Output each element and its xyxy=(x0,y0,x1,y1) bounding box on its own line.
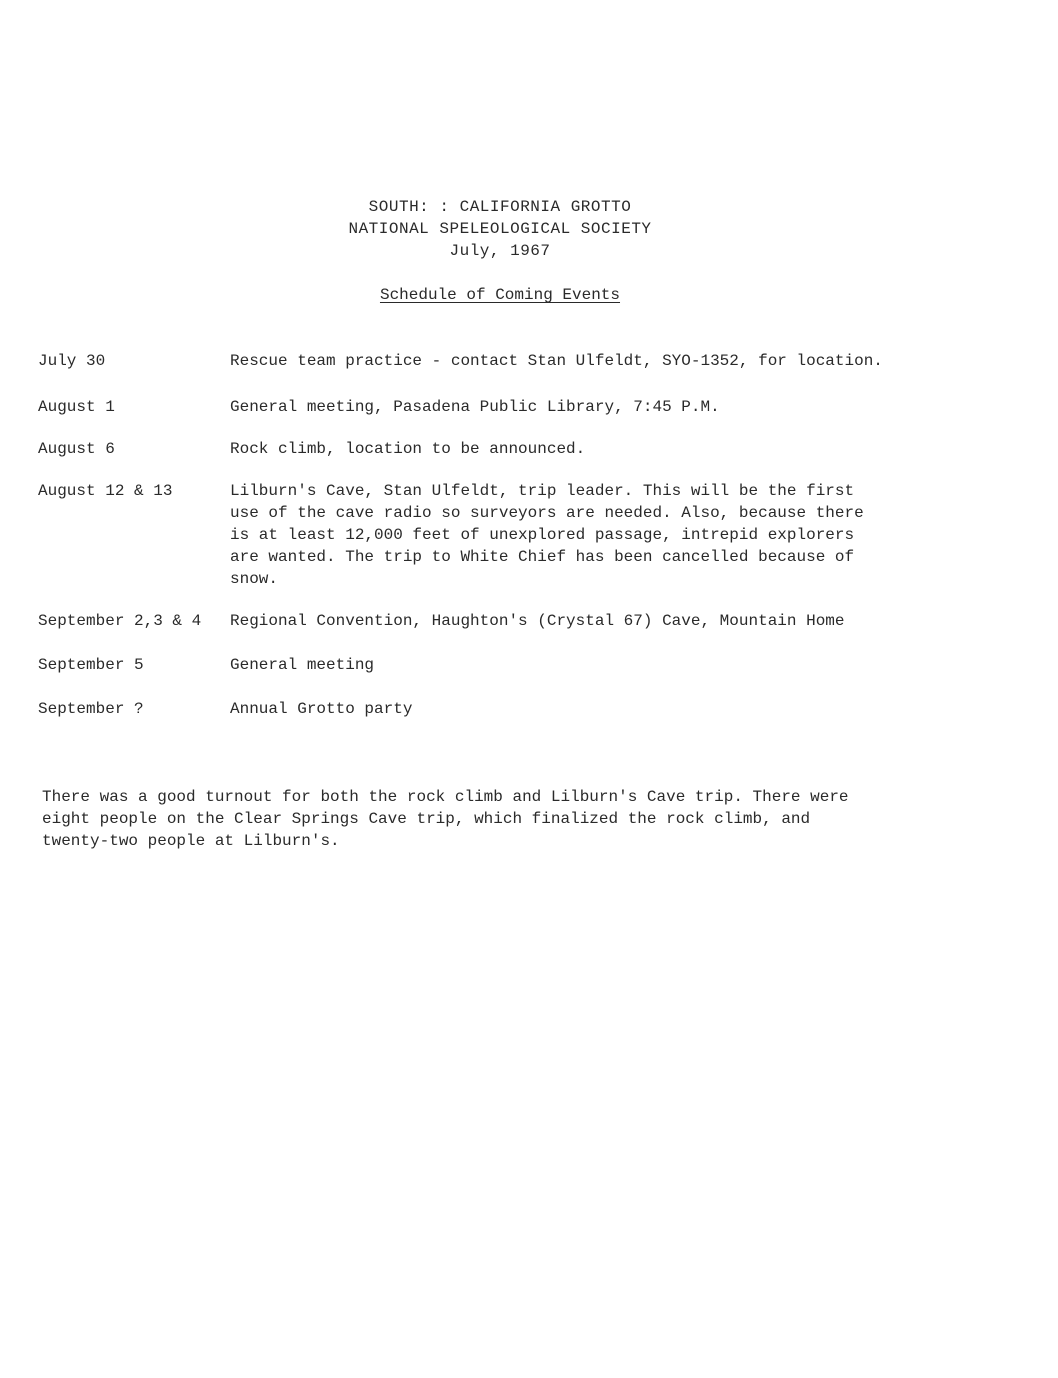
event-description: Annual Grotto party xyxy=(230,700,413,718)
event-description: Lilburn's Cave, Stan Ulfeldt, trip leader. This will be the first use of the cave radio so surveyors are needed. Also, because there is at least 12,000 feet of unexplored passage, intrepid explorers are wanted. The trip to White Chief has been cancelled because of snow. xyxy=(230,482,864,588)
event-description: Regional Convention, Haughton's (Crystal 67) Cave, Mountain Home xyxy=(230,612,845,630)
letterhead xyxy=(300,196,700,262)
schedule-title-text: Schedule of Coming Events xyxy=(379,286,621,304)
society-name: NATIONAL SPELEOLOGICAL SOCIETY xyxy=(348,220,652,238)
event-date: September 2,3 & 4 xyxy=(38,612,202,630)
trip-report-paragraph: There was a good turnout for both the rock climb and Lilburn's Cave trip. There were eight people on the Clear Springs Cave trip, which finalized the rock climb, and twenty-two people at Lilburn's. xyxy=(42,788,849,850)
event-description: General meeting xyxy=(230,656,375,674)
event-date: August 12 & 13 xyxy=(38,482,173,500)
event-date: September 5 xyxy=(38,656,144,674)
event-date: July 30 xyxy=(38,352,106,370)
event-date: August 6 xyxy=(38,440,115,458)
event-description: Rescue team practice - contact Stan Ulfeldt, SYO-1352, for location. xyxy=(230,352,883,370)
schedule-title xyxy=(300,284,700,306)
event-date: September ? xyxy=(38,700,144,718)
organization-name: SOUTH: : CALIFORNIA GROTTO xyxy=(368,198,632,216)
event-description: General meeting, Pasadena Public Library, 7:45 P.M. xyxy=(230,398,720,416)
issue-date: July, 1967 xyxy=(449,242,551,260)
event-date: August 1 xyxy=(38,398,115,416)
event-description: Rock climb, location to be announced. xyxy=(230,440,586,458)
